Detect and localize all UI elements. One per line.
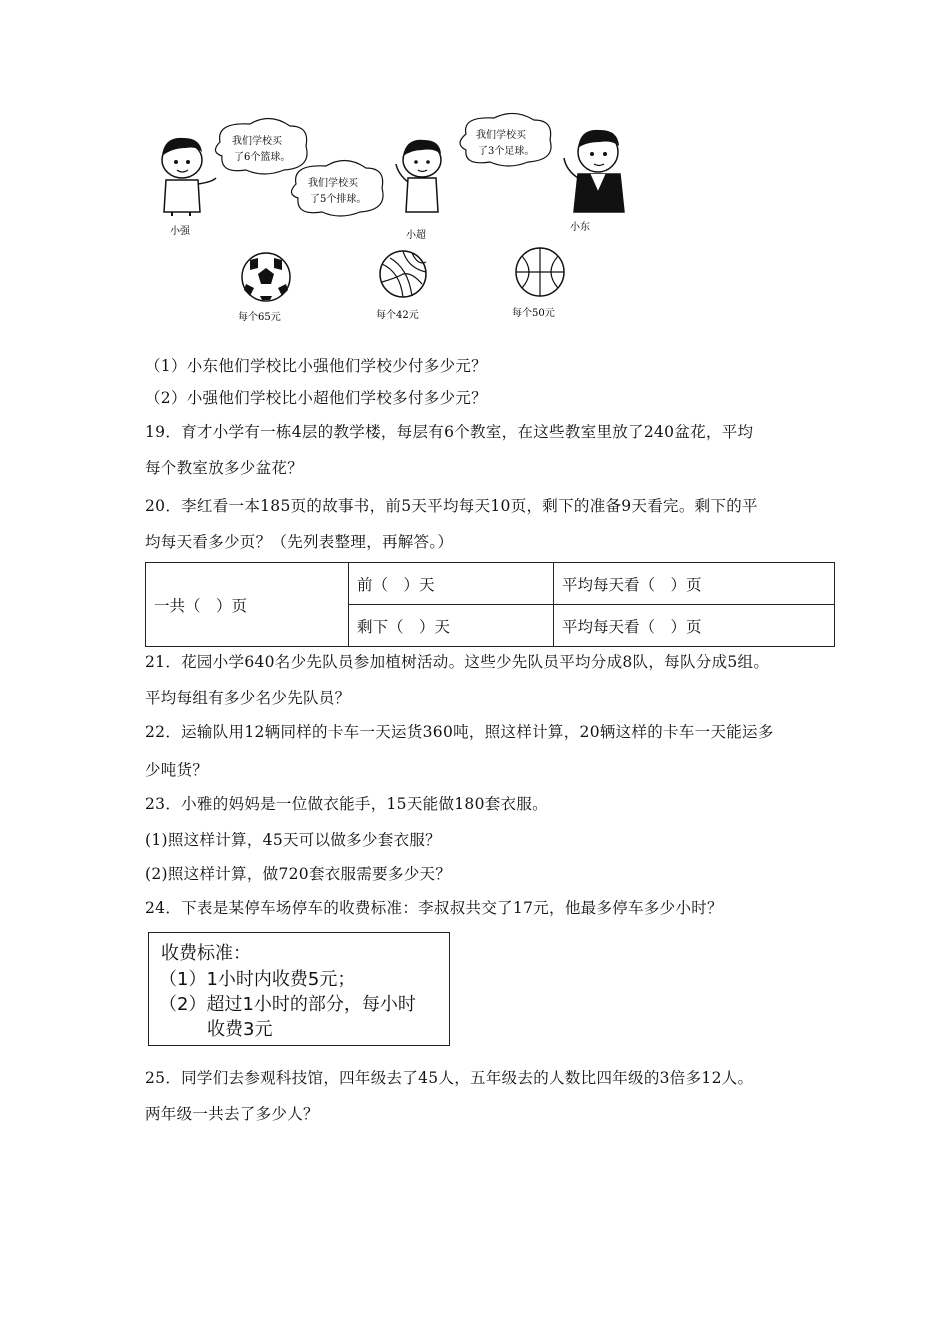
q25-line1: 25．同学们去参观科技馆，四年级去了45人，五年级去的人数比四年级的3倍多12人。 [145,1069,754,1087]
table-rest-avg-cell: 平均每天看（ ）页 [554,605,835,647]
svg-text:我们学校买: 我们学校买 [232,136,282,147]
soccer-ball-icon [238,253,290,323]
q23-sub2: (2)照这样计算，做720套衣服需要多少天？ [145,865,452,883]
svg-text:我们学校买: 我们学校买 [476,130,526,141]
boy-xiaodong-figure [564,130,624,233]
q20-line2: 均每天看多少页？（先列表整理，再解答。） [145,533,454,551]
q22-line2: 少吨货？ [145,761,209,779]
q19-line1: 19．育才小学有一栋4层的教学楼，每层有6个教室，在这些教室里放了240盆花，平均 [145,423,754,441]
price-label: 每个50元 [512,308,555,319]
fee-title: 收费标准： [161,943,251,964]
parking-fee-box [148,932,450,1046]
basketball-icon [512,248,564,319]
fee-rule-1: （1）1小时内收费5元； [159,969,356,990]
name-label: 小超 [406,230,426,241]
speech-bubble-2 [291,160,383,216]
table-total-cell: 一共（ ）页 [146,563,349,647]
q25-line2: 两年级一共去了多少人？ [145,1105,319,1123]
table-front-days-cell: 前（ ）天 [349,563,554,605]
q20-line1: 20．李红看一本185页的故事书，前5天平均每天10页，剩下的准备9天看完。剩下的平 [145,497,758,515]
price-label: 每个42元 [376,310,419,321]
q20-organize-table [145,562,835,647]
fee-rule-2a: （2）超过1小时的部分，每小时 [159,994,416,1015]
q19-line2: 每个教室放多少盆花？ [145,459,304,477]
speech-bubble-3 [460,113,551,166]
table-rest-days-cell: 剩下（ ）天 [349,605,554,647]
svg-text:了6个篮球。: 了6个篮球。 [234,152,291,163]
price-label: 每个65元 [238,312,281,323]
svg-text:了3个足球。: 了3个足球。 [478,146,535,157]
q18-sub1: （1）小东他们学校比小强他们学校少付多少元？ [145,357,487,375]
svg-text:了5个排球。: 了5个排球。 [310,194,367,205]
q23-sub1: (1)照这样计算，45天可以做多少套衣服？ [145,831,441,849]
boy-xiaochao-figure [396,140,441,241]
q21-line1: 21．花园小学640名少先队员参加植树活动。这些少先队员平均分成8队，每队分成5组。 [145,653,770,671]
boy-xiaoqiang-figure [162,138,216,237]
q22-line1: 22．运输队用12辆同样的卡车一天运货360吨，照这样计算，20辆这样的卡车一天能运多 [145,723,774,741]
svg-text:我们学校买: 我们学校买 [308,178,358,189]
fee-rule-2b: 收费3元 [207,1019,273,1040]
q21-line2: 平均每组有多少名少先队员？ [145,689,351,707]
table-front-avg-cell: 平均每天看（ ）页 [554,563,835,605]
volleyball-icon [376,251,426,321]
name-label: 小强 [170,226,190,237]
q23-line1: 23．小雅的妈妈是一位做衣能手，15天能做180套衣服。 [145,795,548,813]
speech-bubble-1 [215,118,307,174]
q18-sub2: （2）小强他们学校比小超他们学校多付多少元？ [145,389,487,407]
q24-line1: 24．下表是某停车场停车的收费标准：李叔叔共交了17元，他最多停车多少小时？ [145,899,723,917]
name-label: 小东 [570,222,590,233]
ball-purchase-illustration [150,112,630,332]
